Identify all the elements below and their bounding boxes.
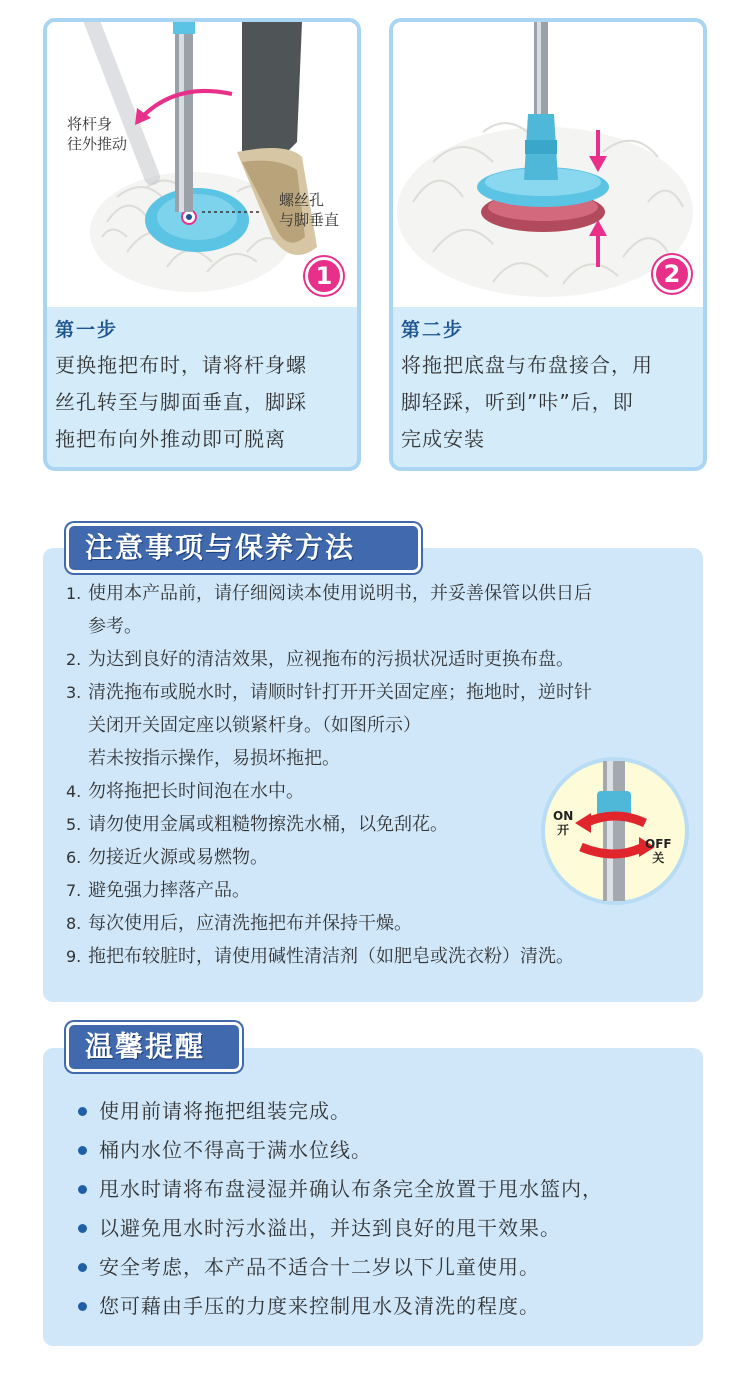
note-item-5: 5. 请勿使用金属或粗糙物擦洗水桶，以免刮花。 xyxy=(66,814,448,835)
tip-item-6: 您可藉由手压的力度来控制甩水及清洗的程度。 xyxy=(78,1287,698,1326)
step-2-description: 将拖把底盘与布盘接合，用 脚轻踩，听到”咔”后，即 完成安装 xyxy=(401,353,653,451)
knob-on-label: ON 开 xyxy=(553,809,574,837)
tip-item-5: 安全考虑，本产品不适合十二岁以下儿童使用。 xyxy=(78,1248,698,1287)
step-1-description: 更换拖把布时，请将杆身螺 丝孔转至与脚面垂直，脚踩 拖把布向外推动即可脱离 xyxy=(55,353,307,451)
step-1-badge: 1 xyxy=(305,257,343,295)
tips-list xyxy=(78,1092,698,1326)
step-2-text xyxy=(393,307,703,467)
step-2-title: 第二步 xyxy=(401,319,465,341)
bullet-icon xyxy=(78,1224,87,1233)
step-1-text xyxy=(47,307,357,467)
note-item-6: 6. 勿接近火源或易燃物。 xyxy=(66,847,268,868)
bullet-icon xyxy=(78,1146,87,1155)
tip-item-1: 使用前请将拖把组装完成。 xyxy=(78,1092,698,1131)
note-item-8: 8. 每次使用后，应清洗拖把布并保持干燥。 xyxy=(66,913,412,934)
tip-item-2: 桶内水位不得高于满水位线。 xyxy=(78,1131,698,1170)
note-item-1: 1. 使用本产品前，请仔细阅读本使用说明书，并妥善保管以供日后 参考。 xyxy=(66,583,592,637)
step-card-1 xyxy=(43,18,361,471)
bullet-icon xyxy=(78,1107,87,1116)
tip-item-4: 以避免甩水时污水溢出，并达到良好的甩干效果。 xyxy=(78,1209,698,1248)
note-item-3: 3. 清洗拖布或脱水时，请顺时针打开开关固定座；拖地时，逆时针 关闭开关固定座以锁紧杆身。（如图所示） 若未按指示操作，易损坏拖把。 xyxy=(66,682,592,769)
tip-item-3: 甩水时请将布盘浸湿并确认布条完全放置于甩水篮内， xyxy=(78,1170,698,1209)
bullet-icon xyxy=(78,1302,87,1311)
screw-hole-label: 螺丝孔 与脚垂直 xyxy=(279,191,340,229)
note-item-7: 7. 避免强力摔落产品。 xyxy=(66,880,250,901)
knob-diagram xyxy=(541,757,689,905)
bullet-icon xyxy=(78,1263,87,1272)
step-card-2 xyxy=(389,18,707,471)
note-item-2: 2. 为达到良好的清洁效果，应视拖布的污损状况适时更换布盘。 xyxy=(66,649,574,670)
bullet-icon xyxy=(78,1185,87,1194)
step-1-photo xyxy=(47,22,357,307)
push-outward-label: 将杆身 往外推动 xyxy=(67,115,128,153)
notes-section-header: 注意事项与保养方法 xyxy=(66,523,421,573)
tips-section-header: 温馨提醒 xyxy=(66,1022,242,1072)
step-2-badge: 2 xyxy=(653,255,691,293)
note-item-9: 9. 拖把布较脏时，请使用碱性清洁剂（如肥皂或洗衣粉）清洗。 xyxy=(66,946,574,967)
step-2-photo xyxy=(393,22,703,307)
knob-off-label: OFF 关 xyxy=(645,837,672,865)
step-1-title: 第一步 xyxy=(55,319,119,341)
note-item-4: 4. 勿将拖把长时间泡在水中。 xyxy=(66,781,304,802)
